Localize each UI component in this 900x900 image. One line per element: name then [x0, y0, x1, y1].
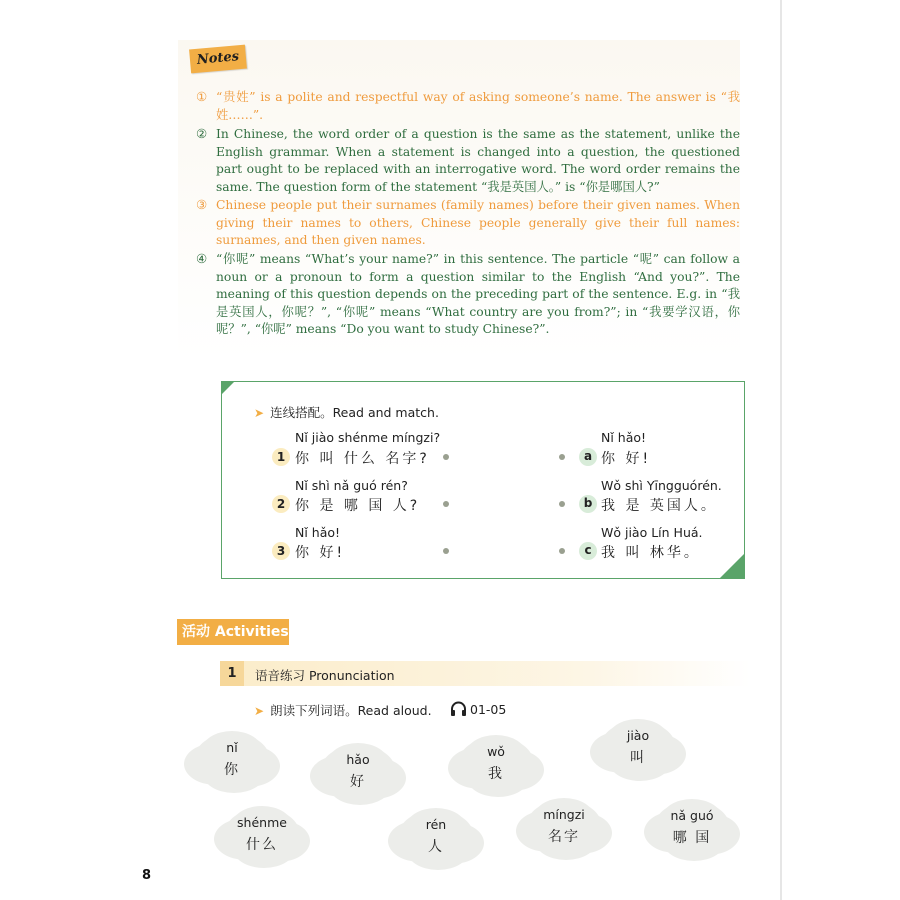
right-hanzi-b: 我 是 英国人。: [601, 498, 718, 514]
item-letter-badge: a: [579, 448, 597, 466]
section-label: 语音练习 Pronunciation: [255, 668, 395, 683]
word-pinyin: míngzi: [543, 807, 585, 822]
word-cloud: [194, 733, 270, 787]
item-letter-badge: c: [579, 542, 597, 560]
word-cloud: [320, 745, 396, 799]
word-hanzi: 你: [224, 762, 240, 778]
word-cloud: [600, 721, 676, 775]
right-pinyin-a: Nǐ hǎo!: [601, 430, 647, 445]
left-pinyin-3: Nǐ hǎo!: [295, 525, 341, 540]
item-letter-badge: b: [579, 495, 597, 513]
note-number: ①: [196, 90, 208, 104]
page-number: 8: [142, 868, 152, 883]
notes-tag: Notes: [189, 45, 247, 74]
item-number-badge: 3: [272, 542, 290, 560]
word-hanzi: 哪 国: [672, 830, 712, 846]
match-dot[interactable]: [443, 501, 449, 507]
word-hanzi: 人: [428, 839, 444, 855]
word-pinyin: wǒ: [487, 744, 505, 759]
right-pinyin-b: Wǒ shì Yīngguórén.: [601, 478, 722, 493]
word-cloud: [458, 737, 534, 791]
word-pinyin: nǎ guó: [670, 808, 714, 823]
note-text: Chinese people put their surnames (family names) before their given names. When giving their names to others, Chinese people generally give their full names: surnames, and then given names.: [216, 198, 740, 247]
match-dot[interactable]: [559, 548, 565, 554]
word-hanzi: 什么: [246, 837, 278, 853]
word-hanzi: 名字: [548, 829, 580, 845]
note-text: In Chinese, the word order of a question is the same as the statement, unlike the English grammar. When a statement is changed into a question, the questioned part ought to be replaced with an interrogative word. The word order remains the same. The question form of the statement “我是英国人。” is “你是哪国人?”: [216, 127, 740, 194]
match-dot[interactable]: [443, 548, 449, 554]
left-pinyin-1: Nǐ jiào shénme míngzi?: [295, 430, 441, 445]
word-pinyin: shénme: [237, 815, 287, 830]
word-hanzi: 好: [350, 774, 366, 790]
match-dot[interactable]: [559, 454, 565, 460]
word-cloud: [654, 801, 730, 855]
left-hanzi-2: 你 是 哪 国 人?: [295, 498, 421, 514]
word-hanzi: 叫: [630, 750, 646, 766]
note-number: ③: [196, 198, 208, 212]
note-1: [196, 89, 740, 124]
word-pinyin: hǎo: [346, 752, 370, 767]
match-dot[interactable]: [443, 454, 449, 460]
word-pinyin: nǐ: [226, 740, 238, 755]
activities-tag: 活动 Activities: [177, 619, 289, 645]
right-hanzi-a: 你 好!: [601, 451, 652, 467]
corner-decoration: [719, 553, 745, 579]
note-3: [196, 197, 740, 250]
page-edge: [780, 0, 782, 900]
left-hanzi-3: 你 好!: [295, 545, 346, 561]
headphones-icon[interactable]: [450, 701, 467, 717]
match-dot[interactable]: [559, 501, 565, 507]
match-instruction: ➤ 连线搭配。Read and match.: [254, 405, 439, 420]
section-number: 1: [220, 661, 244, 686]
note-2: [196, 126, 740, 196]
note-number: ②: [196, 127, 208, 141]
word-cloud: [224, 808, 300, 862]
note-number: ④: [196, 252, 208, 266]
note-text: “你呢” means “What’s your name?” in this sentence. The particle “呢” can follow a noun or a pronoun to form a question similar to the English “And you?”. The meaning of this question depends on the preceding part of the sentence. E.g. in “我是英国人，你呢？”, “你呢” means “What country are you from?”; in “我要学汉语，你呢？”, “你呢” means “Do you want to study Chinese?”.: [216, 252, 740, 336]
item-number-badge: 1: [272, 448, 290, 466]
note-text: “贵姓” is a polite and respectful way of asking someone’s name. The answer is “我姓……”.: [216, 90, 740, 122]
word-hanzi: 我: [488, 766, 504, 782]
left-pinyin-2: Nǐ shì nǎ guó rén?: [295, 478, 408, 493]
note-4: [196, 251, 740, 339]
pencil-arrow-icon: ➤: [254, 704, 265, 718]
right-pinyin-c: Wǒ jiào Lín Huá.: [601, 525, 703, 540]
word-cloud: [398, 810, 474, 864]
audio-track-code: 01-05: [470, 702, 507, 717]
pencil-arrow-icon: ➤: [254, 406, 265, 420]
right-hanzi-c: 我 叫 林华。: [601, 545, 701, 561]
word-cloud: [526, 800, 602, 854]
word-pinyin: rén: [425, 817, 447, 832]
corner-decoration: [221, 381, 235, 395]
left-hanzi-1: 你 叫 什么 名字?: [295, 451, 430, 467]
read-aloud-instruction: ➤ 朗读下列词语。Read aloud.: [254, 703, 432, 718]
word-pinyin: jiào: [626, 728, 650, 743]
item-number-badge: 2: [272, 495, 290, 513]
